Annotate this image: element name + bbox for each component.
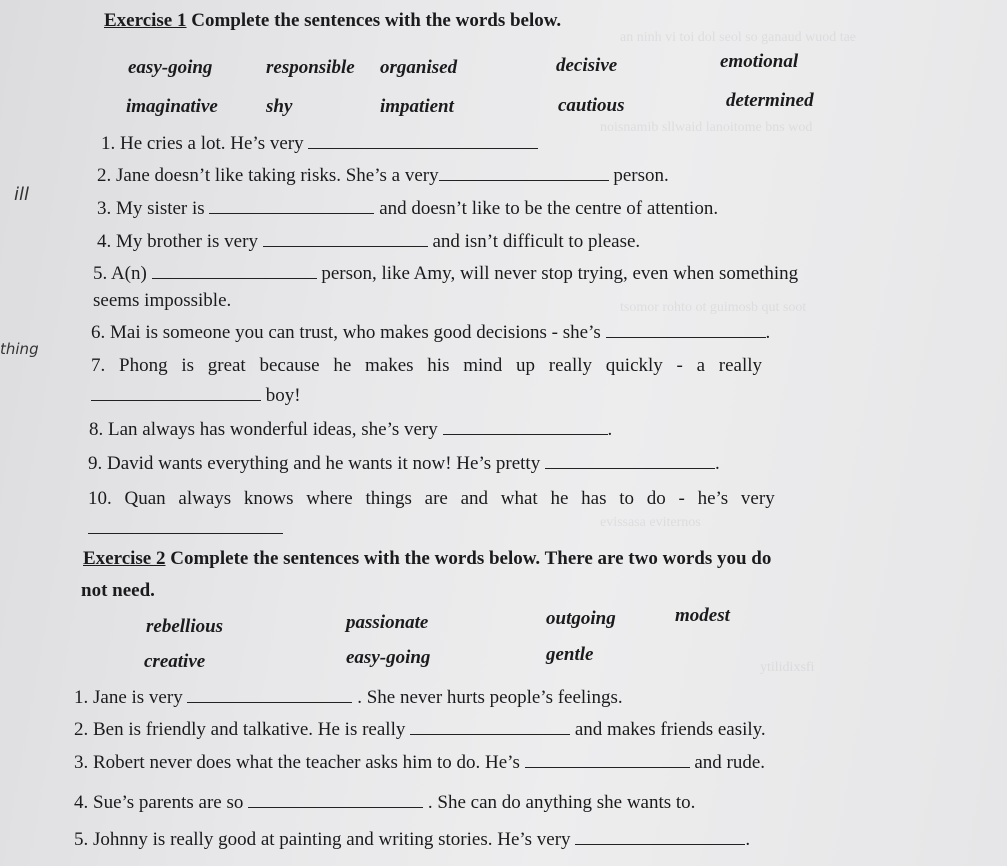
answer-blank[interactable] (209, 212, 374, 214)
word-bank-1-item: imaginative (126, 96, 218, 117)
ex1-sentence-7-continued: boy! (91, 385, 301, 407)
answer-blank[interactable] (443, 433, 608, 435)
word-bank-2-item: creative (144, 651, 206, 672)
word-bank-1-item: organised (380, 57, 458, 78)
answer-blank[interactable] (248, 806, 423, 808)
ex1-sentence-10: 10. Quan always knows where things are and what he has to do - he’s very (88, 488, 775, 509)
word-bank-1-item: cautious (558, 95, 625, 116)
ex1-sentence-1: 1. He cries a lot. He’s very (101, 133, 538, 155)
ex1-sentence-3: 3. My sister is and doesn’t like to be the centre of attention. (97, 198, 719, 219)
answer-blank[interactable] (88, 532, 283, 534)
answer-blank[interactable] (410, 733, 570, 735)
ex1-sentence-9: 9. David wants everything and he wants it now! He’s pretty . (88, 453, 720, 474)
exercise-2-title-continued: not need. (81, 580, 155, 601)
word-bank-1-item: shy (266, 96, 293, 117)
ex1-sentence-7: 7. Phong is great because he makes his mind up really quickly - a really (91, 355, 763, 376)
answer-blank[interactable] (187, 701, 352, 703)
margin-note-thing: thing (0, 340, 39, 358)
ex1-sentence-5-continued: seems impossible. (93, 290, 232, 311)
answer-blank[interactable] (91, 399, 261, 401)
word-bank-1-item: easy-going (128, 57, 213, 78)
exercise-1-instruction: Complete the sentences with the words below. (186, 10, 562, 31)
exercise-1-label: Exercise 1 (104, 10, 187, 31)
answer-blank[interactable] (152, 277, 317, 279)
answer-blank[interactable] (525, 766, 690, 768)
ex1-sentence-2: 2. Jane doesn’t like taking risks. She’s a very person. (97, 165, 669, 186)
word-bank-2-item: modest (675, 605, 730, 626)
answer-blank[interactable] (263, 245, 428, 247)
ex2-sentence-5: 5. Johnny is really good at painting and writing stories. He’s very . (74, 829, 751, 850)
word-bank-2-item: easy-going (346, 647, 431, 668)
worksheet-page: an ninh vi toi dol seol so ganaud wuod tae noisnamib sllwaid lanoitome bns wod tsomor rohto ot guimosb qut soot evissasa eviternos ytilidixsfi ill thing Exercise 1 Complete the sentences with the words below. easy-going responsible organised decisive emotional imaginative shy impatient cautious determined 1. He cries a lot. He’s very 2. Jane doesn’t like taking risks. She’s a very person. 3. My sister is and doesn’t like to be the centre of attention. 4. My brother is very and isn’t difficult to please. 5. A(n) person, like Amy, will never stop trying, even when something seems impossible. 6. Mai is someone you can trust, who makes good decisions - she’s . 7. Phong is great because he makes his mind up really quickly - a really boy! 8. Lan always has wonderful ideas, she’s very . 9. David wants everything and he wants it now! He’s pretty . 10. Quan always knows where things are and what he has to do - he’s very Exercise 2 Complete the sentences with the words below. There are two words you do not need. rebellious passionate outgoing modest creative easy-going gentle 1. Jane is very . She never hurts people’s feelings. 2. Ben is friendly and talkative. He is really and makes friends easily. 3. Robert never does what the teacher asks him to do. He’s and rude. 4. Sue’s parents are so . She can do anything she wants to. 5. Johnny is really good at painting and writing stories. He’s very . (0, 10, 857, 850)
answer-blank[interactable] (575, 843, 745, 845)
ex2-sentence-1: 1. Jane is very . She never hurts people’s feelings. (74, 687, 623, 708)
word-bank-1-item: decisive (556, 55, 618, 76)
word-bank-2-item: rebellious (146, 616, 224, 637)
answer-blank[interactable] (545, 467, 715, 469)
word-bank-1-item: impatient (380, 96, 454, 117)
word-bank-2-item: outgoing (546, 608, 616, 629)
ex1-sentence-10-continued (88, 518, 283, 540)
ex1-sentence-4: 4. My brother is very and isn’t difficult to please. (97, 231, 641, 252)
word-bank-1-item: determined (726, 90, 814, 111)
ex1-sentence-8: 8. Lan always has wonderful ideas, she’s very . (89, 419, 613, 440)
ex1-sentence-6: 6. Mai is someone you can trust, who makes good decisions - she’s . (91, 322, 771, 343)
ex2-sentence-3: 3. Robert never does what the teacher asks him to do. He’s and rude. (74, 752, 766, 773)
answer-blank[interactable] (606, 336, 766, 338)
word-bank-1-item: emotional (720, 51, 799, 72)
exercise-2-instruction: Complete the sentences with the words below. There are two words you do (165, 548, 772, 569)
answer-blank[interactable] (308, 147, 538, 149)
exercise-1-title (104, 10, 561, 32)
word-bank-2-item: gentle (546, 644, 594, 665)
exercise-2-title (83, 548, 771, 570)
word-bank-1-item: responsible (266, 57, 355, 78)
ex2-sentence-4: 4. Sue’s parents are so . She can do anything she wants to. (74, 792, 696, 813)
word-bank-2-item: passionate (346, 612, 429, 633)
answer-blank[interactable] (439, 179, 609, 181)
ex2-sentence-2: 2. Ben is friendly and talkative. He is really and makes friends easily. (74, 719, 766, 740)
margin-note-ill: ill (14, 184, 30, 205)
ex1-sentence-5: 5. A(n) person, like Amy, will never stop trying, even when something (93, 263, 799, 284)
exercise-2-label: Exercise 2 (83, 548, 166, 569)
